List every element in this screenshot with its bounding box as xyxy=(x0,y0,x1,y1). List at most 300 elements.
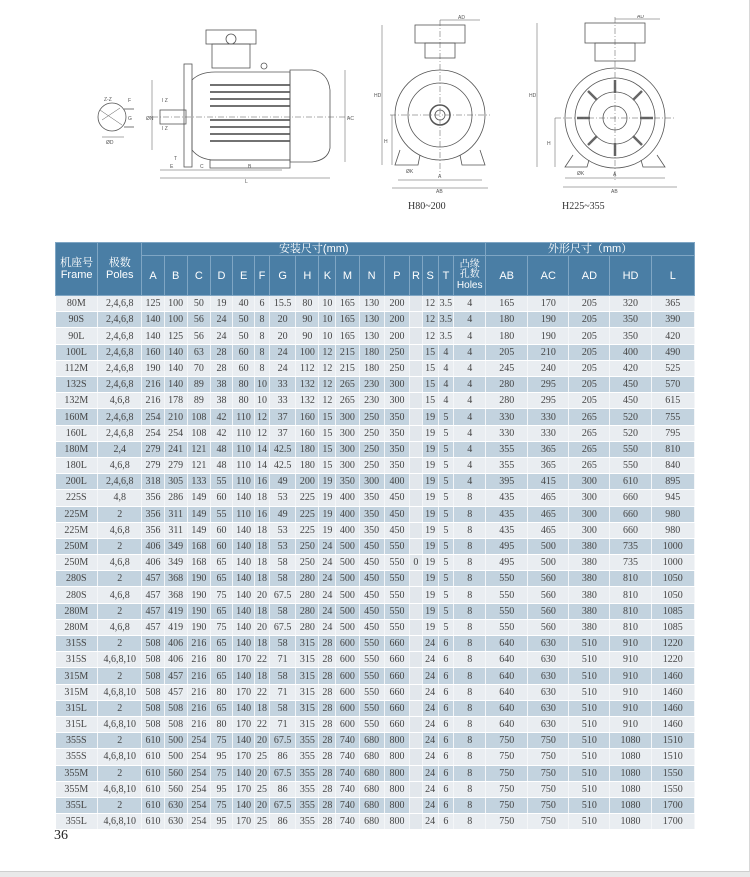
table-cell: 300 xyxy=(336,409,359,425)
table-row xyxy=(56,474,695,490)
cell-frame: 160L xyxy=(56,425,98,441)
table-cell: 100 xyxy=(164,296,187,312)
table-cell: 4 xyxy=(454,409,486,425)
page-number: 36 xyxy=(54,828,68,843)
table-cell: 254 xyxy=(187,814,210,830)
table-cell: 350 xyxy=(610,312,651,328)
table-cell: 8 xyxy=(454,571,486,587)
table-cell: 112 xyxy=(296,360,319,376)
table-cell: 1080 xyxy=(610,797,651,813)
table-cell: 58 xyxy=(269,700,295,716)
table-cell: 4 xyxy=(454,441,486,457)
table-cell: 15 xyxy=(422,377,438,393)
table-cell: 165 xyxy=(336,328,359,344)
table-cell: 10 xyxy=(319,312,336,328)
table-cell: 67.5 xyxy=(269,765,295,781)
table-cell: 6 xyxy=(438,733,454,749)
table-cell: 660 xyxy=(610,490,651,506)
table-cell: 19 xyxy=(422,490,438,506)
table-cell: 140 xyxy=(233,619,255,635)
cell-frame: 280S xyxy=(56,587,98,603)
table-cell: 24 xyxy=(319,538,336,554)
table-cell: 1460 xyxy=(651,700,694,716)
svg-text:A: A xyxy=(613,172,617,178)
table-cell: 1085 xyxy=(651,619,694,635)
svg-text:A: A xyxy=(438,174,442,180)
table-cell: 28 xyxy=(319,797,336,813)
table-cell: 216 xyxy=(187,668,210,684)
motor-drawings xyxy=(90,15,710,230)
table-cell: 550 xyxy=(486,619,528,635)
cell-poles: 4,6,8 xyxy=(98,393,142,409)
table-cell: 130 xyxy=(359,312,384,328)
table-cell: 37 xyxy=(269,425,295,441)
table-cell: 24 xyxy=(210,312,232,328)
table-cell: 406 xyxy=(164,636,187,652)
table-cell: 6 xyxy=(438,797,454,813)
table-cell: 170 xyxy=(233,684,255,700)
table-cell: 95 xyxy=(210,749,232,765)
table-cell: 132 xyxy=(296,377,319,393)
table-cell: 28 xyxy=(319,749,336,765)
table-cell: 600 xyxy=(336,716,359,732)
table-cell: 190 xyxy=(187,587,210,603)
table-cell: 1220 xyxy=(651,636,694,652)
table-cell: 640 xyxy=(486,668,528,684)
table-cell: 740 xyxy=(336,814,359,830)
table-cell: 90 xyxy=(296,312,319,328)
table-cell: 215 xyxy=(336,344,359,360)
table-cell: 12 xyxy=(319,393,336,409)
table-cell: 660 xyxy=(610,522,651,538)
table-cell: 300 xyxy=(336,425,359,441)
table-cell: 25 xyxy=(255,814,270,830)
table-cell: 315 xyxy=(296,716,319,732)
table-cell: 180 xyxy=(486,328,528,344)
table-cell: 15 xyxy=(422,360,438,376)
table-cell: 10 xyxy=(255,377,270,393)
svg-text:L: L xyxy=(245,179,248,185)
svg-text:G: G xyxy=(128,116,132,122)
table-cell: 140 xyxy=(233,490,255,506)
table-cell: 5 xyxy=(438,538,454,554)
header-col-p: P xyxy=(384,256,409,296)
svg-text:ØD: ØD xyxy=(106,140,114,146)
table-cell: 320 xyxy=(610,296,651,312)
table-cell: 254 xyxy=(187,781,210,797)
table-cell: 42.5 xyxy=(269,457,295,473)
table-cell: 750 xyxy=(528,733,569,749)
table-cell: 420 xyxy=(651,328,694,344)
table-cell: 19 xyxy=(422,457,438,473)
cell-poles: 2,4,6,8 xyxy=(98,344,142,360)
table-cell: 15 xyxy=(319,457,336,473)
svg-text:B: B xyxy=(248,164,252,170)
table-cell: 300 xyxy=(569,490,610,506)
cell-frame: 225M xyxy=(56,506,98,522)
table-cell: 465 xyxy=(528,522,569,538)
table-cell: 121 xyxy=(187,457,210,473)
table-cell: 525 xyxy=(651,360,694,376)
table-cell: 4 xyxy=(454,425,486,441)
table-cell: 165 xyxy=(336,312,359,328)
table-cell: 110 xyxy=(233,457,255,473)
table-row xyxy=(56,377,695,393)
table-cell: 168 xyxy=(187,555,210,571)
table-cell: 750 xyxy=(486,781,528,797)
table-cell: 630 xyxy=(528,652,569,668)
table-cell: 42 xyxy=(210,409,232,425)
table-cell: 510 xyxy=(569,733,610,749)
table-cell: 610 xyxy=(142,749,164,765)
table-cell: 349 xyxy=(164,555,187,571)
cell-frame: 280M xyxy=(56,603,98,619)
table-cell: 19 xyxy=(422,506,438,522)
table-cell: 18 xyxy=(255,571,270,587)
table-cell: 230 xyxy=(359,393,384,409)
table-cell: 8 xyxy=(454,652,486,668)
table-cell: 508 xyxy=(142,668,164,684)
table-cell: 660 xyxy=(384,652,409,668)
table-cell: 132 xyxy=(296,393,319,409)
table-cell: 630 xyxy=(528,716,569,732)
table-cell: 600 xyxy=(336,700,359,716)
table-cell xyxy=(410,538,423,554)
table-row xyxy=(56,781,695,797)
table-cell: 42 xyxy=(210,425,232,441)
table-cell: 19 xyxy=(422,555,438,571)
table-cell xyxy=(410,328,423,344)
table-cell: 640 xyxy=(486,652,528,668)
table-cell: 355 xyxy=(486,441,528,457)
header-col-h: H xyxy=(296,256,319,296)
table-cell: 330 xyxy=(486,425,528,441)
table-cell: 550 xyxy=(359,700,384,716)
table-cell: 300 xyxy=(569,506,610,522)
table-cell: 80 xyxy=(233,377,255,393)
table-cell: 8 xyxy=(255,312,270,328)
table-cell: 500 xyxy=(164,749,187,765)
table-cell: 5 xyxy=(438,571,454,587)
table-cell: 1080 xyxy=(610,749,651,765)
svg-text:Z-Z: Z-Z xyxy=(104,97,112,103)
table-cell: 20 xyxy=(255,765,270,781)
cell-poles: 4,6,8,10 xyxy=(98,684,142,700)
table-cell: 24 xyxy=(422,668,438,684)
svg-text:ØK: ØK xyxy=(577,171,585,177)
table-cell xyxy=(410,652,423,668)
table-cell xyxy=(410,522,423,538)
table-cell: 406 xyxy=(142,538,164,554)
table-cell: 600 xyxy=(336,636,359,652)
table-cell: 14 xyxy=(255,457,270,473)
table-cell: 210 xyxy=(164,409,187,425)
table-cell: 800 xyxy=(384,749,409,765)
cell-frame: 90L xyxy=(56,328,98,344)
table-cell: 19 xyxy=(319,522,336,538)
table-cell: 19 xyxy=(422,522,438,538)
table-cell: 60 xyxy=(233,360,255,376)
table-cell: 795 xyxy=(651,425,694,441)
table-cell: 58 xyxy=(269,571,295,587)
table-cell: 80 xyxy=(296,296,319,312)
table-cell: 140 xyxy=(142,328,164,344)
table-cell: 40 xyxy=(233,296,255,312)
svg-text:H: H xyxy=(547,141,551,147)
table-cell: 254 xyxy=(187,733,210,749)
table-cell xyxy=(410,344,423,360)
table-cell: 520 xyxy=(610,409,651,425)
table-cell: 28 xyxy=(319,652,336,668)
table-cell: 560 xyxy=(528,587,569,603)
table-row xyxy=(56,490,695,506)
table-cell: 140 xyxy=(233,555,255,571)
table-cell: 12 xyxy=(422,328,438,344)
table-cell: 450 xyxy=(359,555,384,571)
table-cell: 6 xyxy=(438,749,454,765)
table-row xyxy=(56,652,695,668)
header-holes-cn1: 凸缘 xyxy=(459,258,480,270)
table-cell: 140 xyxy=(164,360,187,376)
header-frame-en: Frame xyxy=(60,269,93,282)
table-cell: 170 xyxy=(233,814,255,830)
table-cell: 508 xyxy=(164,716,187,732)
header-outline-group: 外形尺寸（mm） xyxy=(486,243,695,256)
table-cell xyxy=(410,733,423,749)
table-cell: 735 xyxy=(610,538,651,554)
table-cell: 170 xyxy=(233,652,255,668)
table-cell: 680 xyxy=(359,797,384,813)
table-cell: 400 xyxy=(336,522,359,538)
table-cell: 5 xyxy=(438,425,454,441)
table-cell: 610 xyxy=(142,781,164,797)
table-cell: 6 xyxy=(438,781,454,797)
table-cell: 12 xyxy=(255,425,270,441)
table-cell: 279 xyxy=(142,441,164,457)
table-cell: 1085 xyxy=(651,603,694,619)
header-holes-en: Holes xyxy=(456,279,483,291)
table-cell: 500 xyxy=(336,555,359,571)
table-cell: 315 xyxy=(296,684,319,700)
table-cell: 295 xyxy=(528,377,569,393)
table-cell: 48 xyxy=(210,457,232,473)
table-cell: 108 xyxy=(187,409,210,425)
header-col-hd: HD xyxy=(610,256,651,296)
cell-poles: 2,4,6,8 xyxy=(98,409,142,425)
table-cell: 265 xyxy=(569,425,610,441)
table-cell: 350 xyxy=(359,490,384,506)
cell-poles: 4,6,8 xyxy=(98,619,142,635)
header-col-b: B xyxy=(164,256,187,296)
table-cell: 4 xyxy=(438,344,454,360)
table-cell: 680 xyxy=(359,781,384,797)
table-cell: 6 xyxy=(438,716,454,732)
table-cell: 18 xyxy=(255,636,270,652)
table-cell: 465 xyxy=(528,506,569,522)
table-cell: 5 xyxy=(438,457,454,473)
table-cell: 419 xyxy=(164,619,187,635)
svg-text:F: F xyxy=(128,98,132,104)
table-cell: 15 xyxy=(319,441,336,457)
cell-frame: 355L xyxy=(56,814,98,830)
table-cell: 170 xyxy=(233,716,255,732)
table-cell: 660 xyxy=(384,716,409,732)
table-cell: 368 xyxy=(164,587,187,603)
table-cell: 4 xyxy=(438,360,454,376)
cell-poles: 2 xyxy=(98,603,142,619)
table-cell: 250 xyxy=(296,538,319,554)
table-cell: 570 xyxy=(651,377,694,393)
table-cell: 19 xyxy=(319,506,336,522)
table-cell: 350 xyxy=(359,522,384,538)
table-cell: 170 xyxy=(233,781,255,797)
cell-poles: 2,4,6,8 xyxy=(98,425,142,441)
cell-frame: 315M xyxy=(56,684,98,700)
table-cell: 630 xyxy=(528,700,569,716)
table-cell: 800 xyxy=(384,781,409,797)
table-cell: 610 xyxy=(142,765,164,781)
table-row xyxy=(56,555,695,571)
table-cell: 400 xyxy=(384,474,409,490)
table-cell: 140 xyxy=(233,571,255,587)
table-cell: 67.5 xyxy=(269,733,295,749)
table-cell: 1080 xyxy=(610,781,651,797)
table-cell: 28 xyxy=(210,360,232,376)
table-cell: 200 xyxy=(296,474,319,490)
header-install-group: 安装尺寸(mm) xyxy=(142,243,486,256)
table-cell: 10 xyxy=(319,296,336,312)
table-cell: 65 xyxy=(210,668,232,684)
table-cell: 225 xyxy=(296,506,319,522)
cell-frame: 355M xyxy=(56,765,98,781)
table-cell: 190 xyxy=(528,328,569,344)
cell-poles: 4,6,8 xyxy=(98,457,142,473)
table-cell: 160 xyxy=(296,425,319,441)
table-cell: 4 xyxy=(454,328,486,344)
table-cell: 500 xyxy=(336,603,359,619)
table-cell: 160 xyxy=(296,409,319,425)
table-cell: 810 xyxy=(610,571,651,587)
table-cell: 24 xyxy=(422,636,438,652)
table-cell: 216 xyxy=(142,377,164,393)
table-cell: 250 xyxy=(296,555,319,571)
table-cell: 6 xyxy=(255,296,270,312)
svg-text:T: T xyxy=(174,156,178,162)
table-cell: 457 xyxy=(142,619,164,635)
table-cell: 38 xyxy=(210,393,232,409)
header-col-s: S xyxy=(422,256,438,296)
table-cell: 750 xyxy=(486,733,528,749)
table-cell: 4 xyxy=(454,312,486,328)
table-cell: 356 xyxy=(142,522,164,538)
table-row xyxy=(56,522,695,538)
table-cell: 89 xyxy=(187,393,210,409)
table-cell: 5 xyxy=(438,441,454,457)
table-cell: 12 xyxy=(319,360,336,376)
table-cell: 5 xyxy=(438,555,454,571)
table-cell xyxy=(410,409,423,425)
table-cell: 12 xyxy=(319,377,336,393)
table-cell: 95 xyxy=(210,814,232,830)
header-col-m: M xyxy=(336,256,359,296)
svg-text:E: E xyxy=(170,164,174,170)
table-cell: 140 xyxy=(233,700,255,716)
table-cell: 311 xyxy=(164,522,187,538)
svg-text:AB: AB xyxy=(611,189,618,195)
table-cell: 355 xyxy=(486,457,528,473)
table-cell: 910 xyxy=(610,668,651,684)
table-cell: 24 xyxy=(319,587,336,603)
table-cell: 735 xyxy=(610,555,651,571)
table-cell: 75 xyxy=(210,797,232,813)
table-cell: 28 xyxy=(319,716,336,732)
table-cell: 49 xyxy=(269,474,295,490)
table-cell: 550 xyxy=(359,636,384,652)
table-cell: 20 xyxy=(255,619,270,635)
header-col-ab: AB xyxy=(486,256,528,296)
table-cell: 380 xyxy=(569,587,610,603)
cell-poles: 2 xyxy=(98,538,142,554)
table-cell: 19 xyxy=(422,619,438,635)
table-cell: 8 xyxy=(454,538,486,554)
table-row xyxy=(56,765,695,781)
table-cell: 56 xyxy=(187,312,210,328)
table-cell: 18 xyxy=(255,668,270,684)
header-col-t: T xyxy=(438,256,454,296)
table-cell: 48 xyxy=(210,441,232,457)
cell-poles: 2 xyxy=(98,668,142,684)
table-cell: 180 xyxy=(486,312,528,328)
table-cell: 5 xyxy=(438,603,454,619)
cell-frame: 200L xyxy=(56,474,98,490)
table-cell: 140 xyxy=(233,668,255,684)
motor-dimensions-table xyxy=(55,242,695,830)
cell-poles: 4,6,8,10 xyxy=(98,716,142,732)
table-cell: 71 xyxy=(269,652,295,668)
table-cell: 165 xyxy=(336,296,359,312)
table-cell: 450 xyxy=(359,571,384,587)
table-cell: 12 xyxy=(319,344,336,360)
table-cell xyxy=(410,441,423,457)
table-cell: 660 xyxy=(610,506,651,522)
table-cell: 680 xyxy=(359,749,384,765)
table-cell: 750 xyxy=(528,781,569,797)
table-cell: 550 xyxy=(359,716,384,732)
table-cell: 15 xyxy=(319,409,336,425)
cell-frame: 160M xyxy=(56,409,98,425)
table-cell: 300 xyxy=(336,457,359,473)
table-cell: 1510 xyxy=(651,733,694,749)
table-cell: 615 xyxy=(651,393,694,409)
table-cell: 457 xyxy=(142,587,164,603)
table-cell: 550 xyxy=(486,587,528,603)
motor-front-view-small-drawing xyxy=(370,15,520,205)
cell-frame: 100L xyxy=(56,344,98,360)
table-cell: 100 xyxy=(164,312,187,328)
table-cell: 1460 xyxy=(651,716,694,732)
table-cell xyxy=(410,636,423,652)
cell-poles: 2 xyxy=(98,571,142,587)
table-cell: 65 xyxy=(210,700,232,716)
table-cell: 22 xyxy=(255,652,270,668)
table-cell: 355 xyxy=(296,781,319,797)
table-cell: 356 xyxy=(142,506,164,522)
cell-poles: 4,8 xyxy=(98,490,142,506)
table-cell: 80 xyxy=(233,393,255,409)
table-cell: 560 xyxy=(528,571,569,587)
table-cell: 6 xyxy=(438,765,454,781)
table-cell: 50 xyxy=(187,296,210,312)
